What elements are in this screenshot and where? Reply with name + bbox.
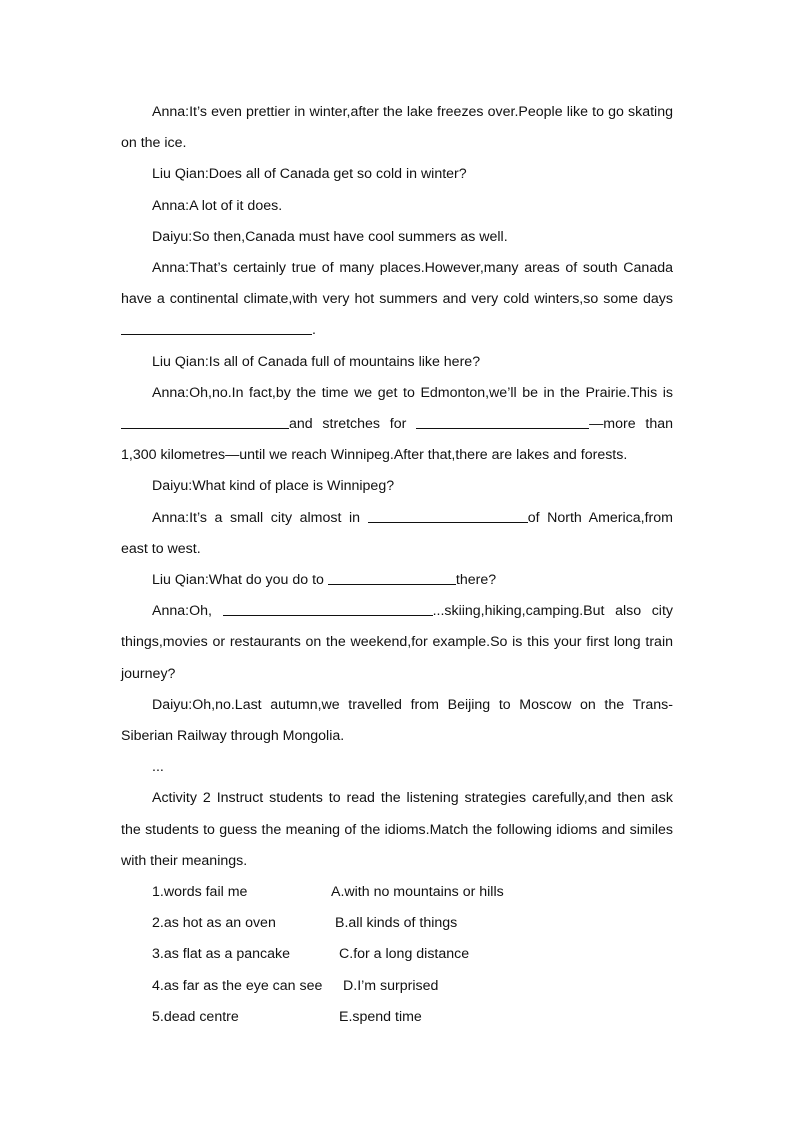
meaning: A.with no mountains or hills: [331, 884, 504, 901]
dialogue-line: Anna:Oh, ...skiing,hiking,camping.But also city things,movies or restaurants on the weekend,for example.So is this your first long train journey?: [121, 596, 673, 690]
dialogue-line: Daiyu:Oh,no.Last autumn,we travelled from Beijing to Moscow on the Trans-Siberian Railway through Mongolia.: [121, 696, 673, 745]
answer-blank[interactable]: [368, 507, 528, 522]
answer-blank[interactable]: [416, 414, 589, 429]
matching-row: [121, 908, 673, 939]
dialogue-line: Anna:It’s even prettier in winter,after the lake freezes over.People like to go skating on the ice.: [121, 104, 673, 152]
answer-blank[interactable]: [121, 320, 312, 335]
meaning: E.spend time: [339, 1008, 422, 1025]
idiom: 1.words fail me: [152, 884, 248, 901]
meaning: B.all kinds of things: [335, 915, 458, 932]
idiom: 3.as flat as a pancake: [152, 946, 291, 963]
meaning: C.for a long distance: [339, 946, 470, 963]
dialogue-line: Liu Qian:Does all of Canada get so cold in winter?: [152, 166, 467, 183]
ellipsis-line: ...: [152, 759, 164, 776]
dialogue-line: Anna:That’s certainly true of many places.However,many areas of south Canada have a continental climate,with very hot summers and very cold winters,so some days .: [121, 260, 673, 339]
idiom: 4.as far as the eye can see: [152, 977, 323, 994]
matching-row: [121, 939, 673, 970]
dialogue-line: Anna:It’s a small city almost in of North America,from east to west.: [121, 503, 673, 565]
meaning: D.I’m surprised: [343, 977, 439, 994]
dialogue-line: Daiyu:So then,Canada must have cool summers as well.: [152, 228, 508, 245]
answer-blank[interactable]: [328, 570, 456, 585]
matching-row: [121, 877, 673, 908]
idiom: 2.as hot as an oven: [152, 915, 276, 932]
dialogue-line: Liu Qian:Is all of Canada full of mountains like here?: [152, 353, 481, 370]
answer-blank[interactable]: [223, 601, 433, 616]
answer-blank[interactable]: [121, 414, 289, 429]
idiom: 5.dead centre: [152, 1008, 239, 1025]
matching-row: [121, 1002, 673, 1033]
dialogue-line: Anna:A lot of it does.: [152, 197, 283, 214]
document-body: [121, 97, 673, 1033]
matching-row: [121, 971, 673, 1002]
dialogue-line: Anna:Oh,no.In fact,by the time we get to Edmonton,we’ll be in the Prairie.This is and stretches for —more than 1,300 kilometres—until we reach Winnipeg.After that,there are lakes and forests.: [121, 384, 673, 464]
activity-instruction: Activity 2 Instruct students to read the listening strategies carefully,and then ask the students to guess the meaning of the idioms.Match the following idioms and similes with their meanings.: [121, 790, 673, 869]
dialogue-line: Daiyu:What kind of place is Winnipeg?: [152, 478, 395, 495]
dialogue-line: Liu Qian:What do you do to there?: [121, 565, 673, 596]
